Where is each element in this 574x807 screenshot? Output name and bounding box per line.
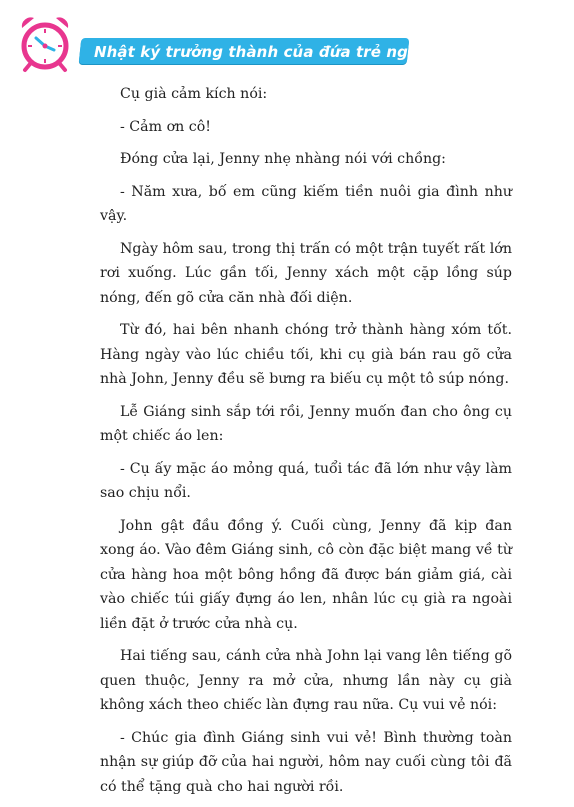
paragraph: Từ đó, hai bên nhanh chóng trở thành hàng xóm tốt. Hàng ngày vào lúc chiều tối, khi cụ già bán rau gõ cửa nhà John, Jenny đều sẽ bưng ra biếu cụ một tô súp nóng.	[100, 322, 512, 387]
paragraph: John gật đầu đồng ý. Cuối cùng, Jenny đã kịp đan xong áo. Vào đêm Giáng sinh, cô còn đặc biệt mang về từ cửa hàng hoa một bông hồng đã được bán giảm giá, cài vào chiếc túi giấy đựng áo len, nhân lúc cụ già ra ngoài liền đặt ở trước cửa nhà cụ.	[100, 517, 512, 632]
paragraph: - Năm xưa, bố em cũng kiếm tiền nuôi gia đình như vậy.	[100, 183, 512, 224]
alarm-clock-icon	[14, 12, 76, 74]
book-title: Nhật ký trưởng thành của đứa trẻ ngoan	[94, 43, 440, 61]
paragraph: Cụ già cảm kích nói:	[120, 86, 268, 102]
paragraph: - Cụ ấy mặc áo mỏng quá, tuổi tác đã lớn như vậy làm sao chịu nổi.	[100, 460, 512, 501]
page-header	[0, 0, 574, 80]
paragraph: Lễ Giáng sinh sắp tới rồi, Jenny muốn đan cho ông cụ một chiếc áo len:	[100, 403, 512, 444]
paragraph: Ngày hôm sau, trong thị trấn có một trận tuyết rất lớn rơi xuống. Lúc gần tối, Jenny xách một cặp lồng súp nóng, đến gõ cửa căn nhà đối diện.	[100, 240, 512, 306]
story-text	[100, 82, 512, 807]
paragraph: Đóng cửa lại, Jenny nhẹ nhàng nói với chồng:	[120, 151, 446, 167]
paragraph: - Chúc gia đình Giáng sinh vui vẻ! Bình thường toàn nhận sự giúp đỡ của hai người, hôm nay cuối cùng tôi đã có thể tặng quà cho hai người rồi.	[100, 729, 512, 795]
paragraph: - Cảm ơn cô!	[120, 118, 211, 135]
paragraph: Hai tiếng sau, cánh cửa nhà John lại vang lên tiếng gõ quen thuộc, Jenny ra mở cửa, nhưng lần này cụ già không xách theo chiếc làn đựng rau nữa. Cụ vui vẻ nói:	[100, 648, 512, 713]
